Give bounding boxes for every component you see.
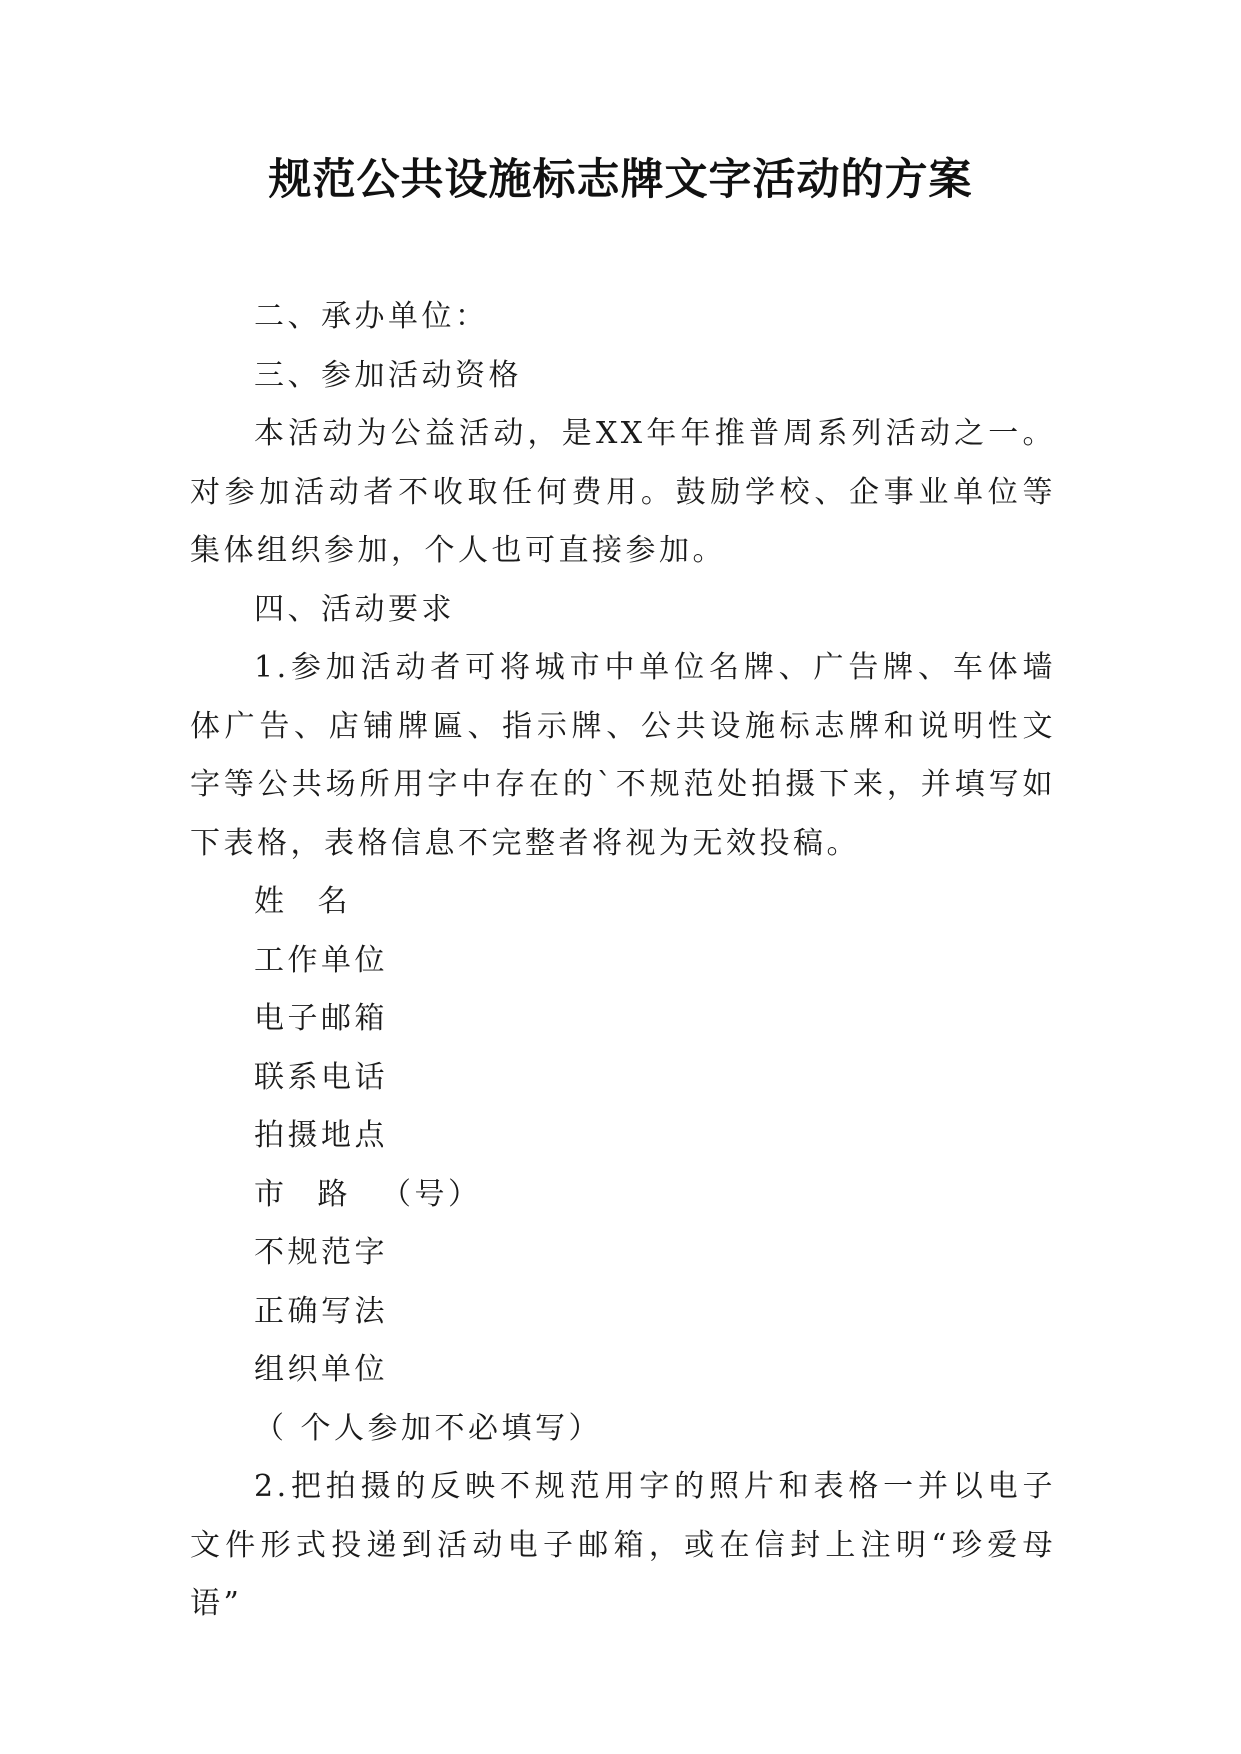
form-field-phone: 联系电话 <box>254 1059 388 1095</box>
form-field-location: 拍摄地点 <box>254 1118 388 1153</box>
form-field-correct-form: 正确写法 <box>254 1293 388 1329</box>
form-field-org-unit: 组织单位 <box>254 1352 388 1387</box>
form-field-email: 电子邮箱 <box>254 1001 388 1036</box>
form-field-work-unit: 工作单位 <box>254 942 388 978</box>
form-field-wrong-char: 不规范字 <box>254 1235 388 1270</box>
form-field-org-note: （ 个人参加不必填写） <box>254 1410 603 1446</box>
section-eligibility-heading: 三、参加活动资格 <box>254 357 522 393</box>
section-organizer: 二、承办单位： <box>254 299 489 334</box>
section-requirements-heading: 四、活动要求 <box>254 591 455 627</box>
eligibility-paragraph: 本活动为公益活动，是XX年年推普周系列活动之一。对参加活动者不收取任何费用。鼓励学校、企事业单位等集体组织参加，个人也可直接参加。 <box>190 416 1056 568</box>
document-title: 规范公共设施标志牌文字活动的方案 <box>268 155 973 205</box>
requirement-1-paragraph: 1.参加活动者可将城市中单位名牌、广告牌、车体墙体广告、店铺牌匾、指示牌、公共设施标志牌和说明性文字等公共场所用字中存在的`不规范处拍摄下来，并填写如下表格，表格信息不完整者将视为无效投稿。 <box>190 650 1056 861</box>
document-body <box>190 288 1056 1634</box>
form-field-name: 姓 名 <box>254 884 351 919</box>
form-field-address: 市 路 （号） <box>254 1176 482 1212</box>
requirement-2-paragraph: 2.把拍摄的反映不规范用字的照片和表格一并以电子文件形式投递到活动电子邮箱，或在信封上注明“珍爱母语” <box>190 1469 1056 1621</box>
